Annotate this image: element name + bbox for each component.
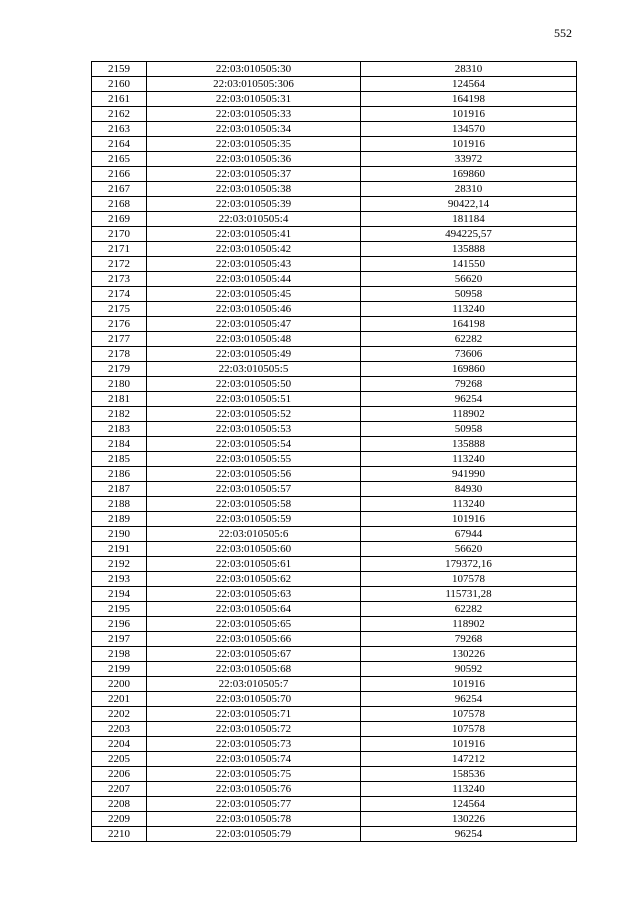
- value-cell: 56620: [361, 542, 577, 557]
- value-cell: 84930: [361, 482, 577, 497]
- cadastral-number-cell: 22:03:010505:47: [147, 317, 361, 332]
- value-cell: 169860: [361, 167, 577, 182]
- value-cell: 50958: [361, 422, 577, 437]
- table-row: [92, 662, 577, 677]
- row-number-cell: 2201: [92, 692, 147, 707]
- row-number-cell: 2174: [92, 287, 147, 302]
- cadastral-number-cell: 22:03:010505:44: [147, 272, 361, 287]
- row-number-cell: 2188: [92, 497, 147, 512]
- cadastral-number-cell: 22:03:010505:65: [147, 617, 361, 632]
- row-number-cell: 2202: [92, 707, 147, 722]
- cadastral-number-cell: 22:03:010505:49: [147, 347, 361, 362]
- table-row: [92, 482, 577, 497]
- cadastral-number-cell: 22:03:010505:36: [147, 152, 361, 167]
- row-number-cell: 2199: [92, 662, 147, 677]
- row-number-cell: 2210: [92, 827, 147, 842]
- value-cell: 181184: [361, 212, 577, 227]
- table-row: [92, 512, 577, 527]
- table-row: [92, 602, 577, 617]
- table-row: [92, 557, 577, 572]
- cadastral-number-cell: 22:03:010505:4: [147, 212, 361, 227]
- row-number-cell: 2186: [92, 467, 147, 482]
- value-cell: 90422,14: [361, 197, 577, 212]
- value-cell: 113240: [361, 452, 577, 467]
- cadastral-number-cell: 22:03:010505:53: [147, 422, 361, 437]
- row-number-cell: 2165: [92, 152, 147, 167]
- table-row: [92, 227, 577, 242]
- value-cell: 113240: [361, 782, 577, 797]
- row-number-cell: 2189: [92, 512, 147, 527]
- cadastral-number-cell: 22:03:010505:46: [147, 302, 361, 317]
- value-cell: 113240: [361, 302, 577, 317]
- table-row: [92, 632, 577, 647]
- table-row: [92, 317, 577, 332]
- row-number-cell: 2179: [92, 362, 147, 377]
- row-number-cell: 2195: [92, 602, 147, 617]
- cadastral-number-cell: 22:03:010505:39: [147, 197, 361, 212]
- cadastral-number-cell: 22:03:010505:41: [147, 227, 361, 242]
- row-number-cell: 2177: [92, 332, 147, 347]
- table-row: [92, 797, 577, 812]
- row-number-cell: 2203: [92, 722, 147, 737]
- row-number-cell: 2198: [92, 647, 147, 662]
- cadastral-number-cell: 22:03:010505:75: [147, 767, 361, 782]
- table-row: [92, 272, 577, 287]
- row-number-cell: 2192: [92, 557, 147, 572]
- table-row: [92, 722, 577, 737]
- cadastral-number-cell: 22:03:010505:6: [147, 527, 361, 542]
- table-row: [92, 152, 577, 167]
- table-row: [92, 167, 577, 182]
- value-cell: 107578: [361, 572, 577, 587]
- table-row: [92, 542, 577, 557]
- table-row: [92, 212, 577, 227]
- row-number-cell: 2166: [92, 167, 147, 182]
- value-cell: 67944: [361, 527, 577, 542]
- cadastral-number-cell: 22:03:010505:64: [147, 602, 361, 617]
- table-row: [92, 242, 577, 257]
- value-cell: 28310: [361, 62, 577, 77]
- value-cell: 73606: [361, 347, 577, 362]
- table-row: [92, 392, 577, 407]
- cadastral-number-cell: 22:03:010505:52: [147, 407, 361, 422]
- value-cell: 50958: [361, 287, 577, 302]
- row-number-cell: 2160: [92, 77, 147, 92]
- cadastral-number-cell: 22:03:010505:68: [147, 662, 361, 677]
- row-number-cell: 2163: [92, 122, 147, 137]
- table-row: [92, 692, 577, 707]
- records-table-body: [92, 62, 577, 842]
- value-cell: 107578: [361, 707, 577, 722]
- row-number-cell: 2159: [92, 62, 147, 77]
- cadastral-number-cell: 22:03:010505:76: [147, 782, 361, 797]
- cadastral-number-cell: 22:03:010505:50: [147, 377, 361, 392]
- value-cell: 130226: [361, 812, 577, 827]
- cadastral-number-cell: 22:03:010505:77: [147, 797, 361, 812]
- cadastral-number-cell: 22:03:010505:37: [147, 167, 361, 182]
- table-row: [92, 527, 577, 542]
- table-row: [92, 122, 577, 137]
- cadastral-number-cell: 22:03:010505:42: [147, 242, 361, 257]
- value-cell: 56620: [361, 272, 577, 287]
- cadastral-number-cell: 22:03:010505:306: [147, 77, 361, 92]
- cadastral-number-cell: 22:03:010505:56: [147, 467, 361, 482]
- row-number-cell: 2209: [92, 812, 147, 827]
- row-number-cell: 2194: [92, 587, 147, 602]
- table-row: [92, 257, 577, 272]
- value-cell: 101916: [361, 737, 577, 752]
- cadastral-number-cell: 22:03:010505:7: [147, 677, 361, 692]
- value-cell: 141550: [361, 257, 577, 272]
- cadastral-number-cell: 22:03:010505:57: [147, 482, 361, 497]
- row-number-cell: 2168: [92, 197, 147, 212]
- row-number-cell: 2182: [92, 407, 147, 422]
- value-cell: 179372,16: [361, 557, 577, 572]
- cadastral-number-cell: 22:03:010505:48: [147, 332, 361, 347]
- value-cell: 135888: [361, 437, 577, 452]
- value-cell: 135888: [361, 242, 577, 257]
- row-number-cell: 2167: [92, 182, 147, 197]
- row-number-cell: 2172: [92, 257, 147, 272]
- row-number-cell: 2204: [92, 737, 147, 752]
- value-cell: 79268: [361, 632, 577, 647]
- value-cell: 96254: [361, 392, 577, 407]
- table-row: [92, 137, 577, 152]
- cadastral-number-cell: 22:03:010505:45: [147, 287, 361, 302]
- value-cell: 101916: [361, 107, 577, 122]
- table-row: [92, 617, 577, 632]
- cadastral-number-cell: 22:03:010505:62: [147, 572, 361, 587]
- row-number-cell: 2185: [92, 452, 147, 467]
- cadastral-number-cell: 22:03:010505:78: [147, 812, 361, 827]
- value-cell: 101916: [361, 137, 577, 152]
- cadastral-number-cell: 22:03:010505:67: [147, 647, 361, 662]
- table-row: [92, 332, 577, 347]
- value-cell: 62282: [361, 602, 577, 617]
- value-cell: 164198: [361, 92, 577, 107]
- table-row: [92, 422, 577, 437]
- cadastral-number-cell: 22:03:010505:54: [147, 437, 361, 452]
- row-number-cell: 2181: [92, 392, 147, 407]
- table-row: [92, 347, 577, 362]
- table-row: [92, 647, 577, 662]
- row-number-cell: 2183: [92, 422, 147, 437]
- row-number-cell: 2208: [92, 797, 147, 812]
- page-number: 552: [554, 26, 572, 40]
- value-cell: 124564: [361, 77, 577, 92]
- cadastral-number-cell: 22:03:010505:60: [147, 542, 361, 557]
- table-row: [92, 362, 577, 377]
- cadastral-number-cell: 22:03:010505:31: [147, 92, 361, 107]
- table-row: [92, 827, 577, 842]
- row-number-cell: 2175: [92, 302, 147, 317]
- cadastral-number-cell: 22:03:010505:61: [147, 557, 361, 572]
- table-row: [92, 107, 577, 122]
- cadastral-number-cell: 22:03:010505:70: [147, 692, 361, 707]
- cadastral-number-cell: 22:03:010505:30: [147, 62, 361, 77]
- row-number-cell: 2191: [92, 542, 147, 557]
- table-row: [92, 707, 577, 722]
- value-cell: 33972: [361, 152, 577, 167]
- row-number-cell: 2205: [92, 752, 147, 767]
- cadastral-number-cell: 22:03:010505:34: [147, 122, 361, 137]
- row-number-cell: 2196: [92, 617, 147, 632]
- value-cell: 147212: [361, 752, 577, 767]
- value-cell: 169860: [361, 362, 577, 377]
- table-row: [92, 197, 577, 212]
- row-number-cell: 2170: [92, 227, 147, 242]
- value-cell: 164198: [361, 317, 577, 332]
- row-number-cell: 2169: [92, 212, 147, 227]
- cadastral-number-cell: 22:03:010505:55: [147, 452, 361, 467]
- value-cell: 158536: [361, 767, 577, 782]
- table-row: [92, 182, 577, 197]
- value-cell: 79268: [361, 377, 577, 392]
- cadastral-number-cell: 22:03:010505:59: [147, 512, 361, 527]
- value-cell: 494225,57: [361, 227, 577, 242]
- cadastral-number-cell: 22:03:010505:38: [147, 182, 361, 197]
- table-row: [92, 812, 577, 827]
- cadastral-number-cell: 22:03:010505:71: [147, 707, 361, 722]
- table-row: [92, 302, 577, 317]
- row-number-cell: 2162: [92, 107, 147, 122]
- table-row: [92, 497, 577, 512]
- value-cell: 115731,28: [361, 587, 577, 602]
- row-number-cell: 2184: [92, 437, 147, 452]
- cadastral-number-cell: 22:03:010505:63: [147, 587, 361, 602]
- cadastral-number-cell: 22:03:010505:43: [147, 257, 361, 272]
- value-cell: 107578: [361, 722, 577, 737]
- value-cell: 90592: [361, 662, 577, 677]
- cadastral-number-cell: 22:03:010505:66: [147, 632, 361, 647]
- table-row: [92, 287, 577, 302]
- value-cell: 96254: [361, 692, 577, 707]
- table-row: [92, 452, 577, 467]
- table-row: [92, 77, 577, 92]
- value-cell: 118902: [361, 407, 577, 422]
- value-cell: 28310: [361, 182, 577, 197]
- value-cell: 130226: [361, 647, 577, 662]
- cadastral-number-cell: 22:03:010505:79: [147, 827, 361, 842]
- value-cell: 62282: [361, 332, 577, 347]
- value-cell: 124564: [361, 797, 577, 812]
- table-row: [92, 677, 577, 692]
- row-number-cell: 2180: [92, 377, 147, 392]
- row-number-cell: 2187: [92, 482, 147, 497]
- table-row: [92, 437, 577, 452]
- table-row: [92, 737, 577, 752]
- value-cell: 118902: [361, 617, 577, 632]
- cadastral-number-cell: 22:03:010505:72: [147, 722, 361, 737]
- table-row: [92, 377, 577, 392]
- value-cell: 113240: [361, 497, 577, 512]
- cadastral-number-cell: 22:03:010505:33: [147, 107, 361, 122]
- row-number-cell: 2161: [92, 92, 147, 107]
- value-cell: 101916: [361, 677, 577, 692]
- row-number-cell: 2206: [92, 767, 147, 782]
- cadastral-number-cell: 22:03:010505:5: [147, 362, 361, 377]
- cadastral-number-cell: 22:03:010505:58: [147, 497, 361, 512]
- cadastral-number-cell: 22:03:010505:73: [147, 737, 361, 752]
- records-table: [91, 61, 577, 842]
- row-number-cell: 2197: [92, 632, 147, 647]
- table-row: [92, 92, 577, 107]
- row-number-cell: 2193: [92, 572, 147, 587]
- table-row: [92, 62, 577, 77]
- cadastral-number-cell: 22:03:010505:35: [147, 137, 361, 152]
- row-number-cell: 2200: [92, 677, 147, 692]
- row-number-cell: 2207: [92, 782, 147, 797]
- cadastral-number-cell: 22:03:010505:74: [147, 752, 361, 767]
- row-number-cell: 2171: [92, 242, 147, 257]
- value-cell: 941990: [361, 467, 577, 482]
- row-number-cell: 2176: [92, 317, 147, 332]
- row-number-cell: 2173: [92, 272, 147, 287]
- row-number-cell: 2190: [92, 527, 147, 542]
- table-row: [92, 782, 577, 797]
- table-row: [92, 407, 577, 422]
- table-row: [92, 467, 577, 482]
- row-number-cell: 2178: [92, 347, 147, 362]
- table-row: [92, 587, 577, 602]
- table-row: [92, 767, 577, 782]
- table-row: [92, 752, 577, 767]
- value-cell: 101916: [361, 512, 577, 527]
- row-number-cell: 2164: [92, 137, 147, 152]
- cadastral-number-cell: 22:03:010505:51: [147, 392, 361, 407]
- value-cell: 96254: [361, 827, 577, 842]
- value-cell: 134570: [361, 122, 577, 137]
- table-row: [92, 572, 577, 587]
